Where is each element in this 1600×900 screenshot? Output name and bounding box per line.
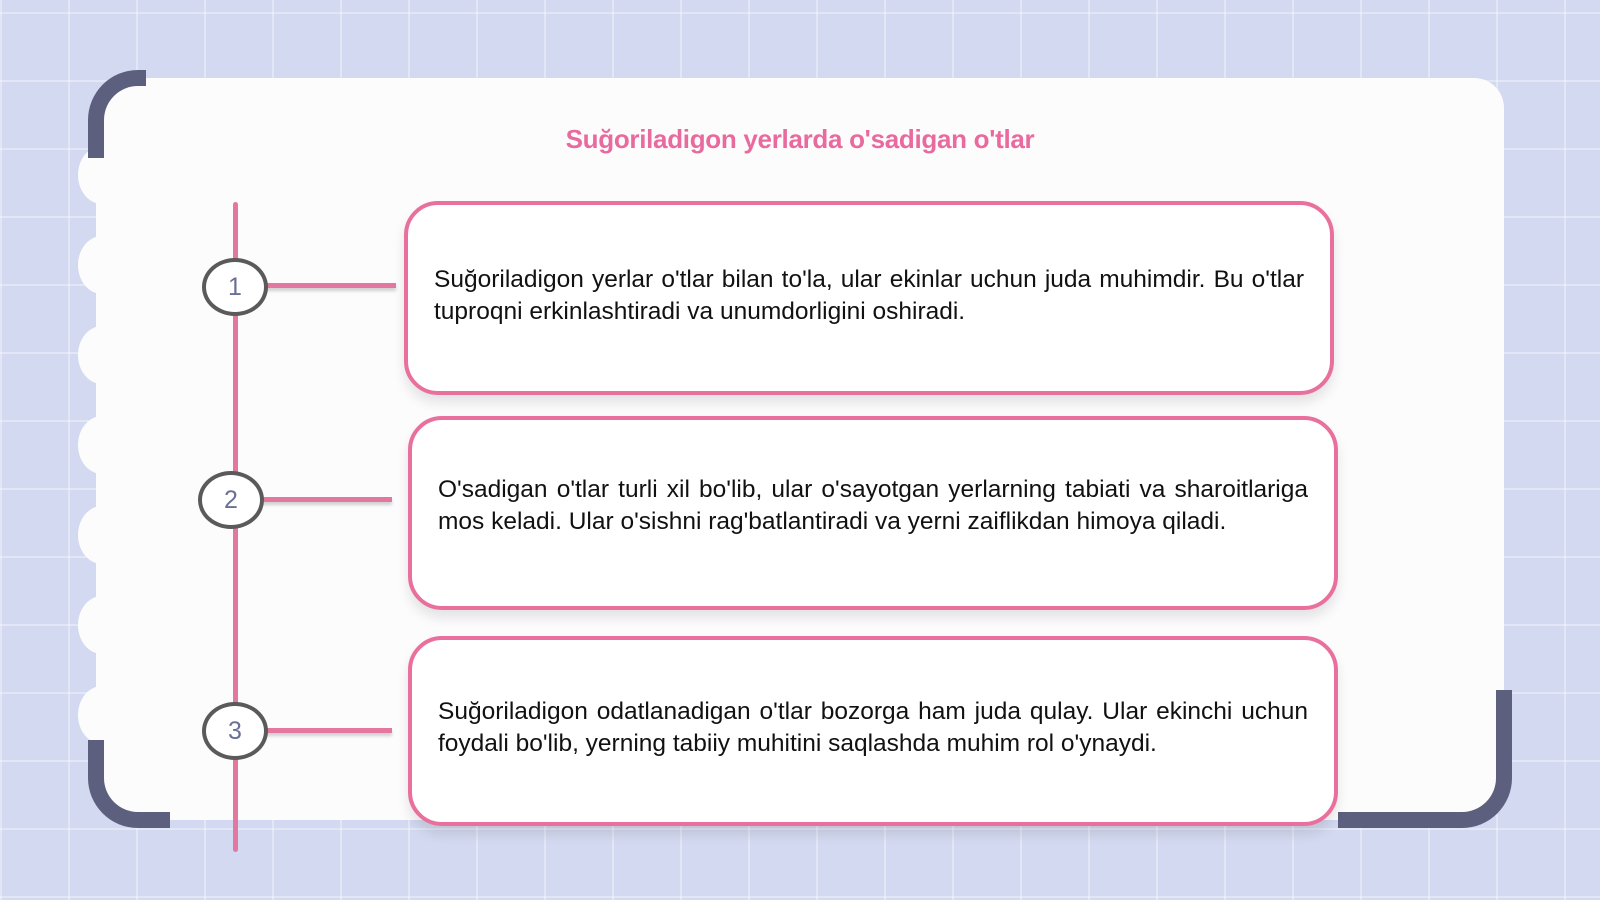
timeline-card-3 (408, 636, 1338, 826)
timeline-step-1 (202, 258, 268, 316)
card-text: O'sadigan o'tlar turli xil bo'lib, ular o'sayotgan yerlarning tabiati va sharoitlariga mos keladi. Ular o'sishni rag'batlantiradi va yerni zaiflikdan himoya qiladi. (438, 476, 1308, 535)
slide-title: Suğoriladigon yerlarda o'sadigan o'tlar (565, 124, 1035, 154)
sheet-scallop (78, 326, 126, 384)
timeline-connector-1 (262, 283, 396, 288)
step-number: 2 (224, 485, 238, 514)
timeline-connector-3 (262, 728, 392, 733)
sheet-scallop (78, 596, 126, 654)
sheet-scallop (78, 236, 126, 294)
frame-corner-top-left (88, 70, 146, 158)
timeline-card-1 (404, 201, 1334, 395)
timeline-card-2 (408, 416, 1338, 610)
card-text: Suğoriladigon yerlar o'tlar bilan to'la, ular ekinlar uchun juda muhimdir. Bu o'tlar tuproqni erkinlashtiradi va unumdorligini oshiradi. (434, 266, 1304, 325)
timeline-connector-2 (258, 497, 392, 502)
timeline-step-3 (202, 702, 268, 760)
step-number: 1 (228, 272, 242, 301)
timeline-step-2 (198, 471, 264, 529)
sheet-scallop (78, 686, 126, 744)
sheet-scallop (78, 416, 126, 474)
card-text: Suğoriladigon odatlanadigan o'tlar bozorga ham juda qulay. Ular ekinchi uchun foydali bo'lib, yerning tabiiy muhitini saqlashda muhim rol o'ynaydi. (438, 698, 1308, 757)
frame-corner-bottom-right (1338, 690, 1512, 828)
frame-corner-bottom-left (88, 740, 170, 828)
step-number: 3 (228, 716, 242, 745)
sheet-scallop (78, 506, 126, 564)
